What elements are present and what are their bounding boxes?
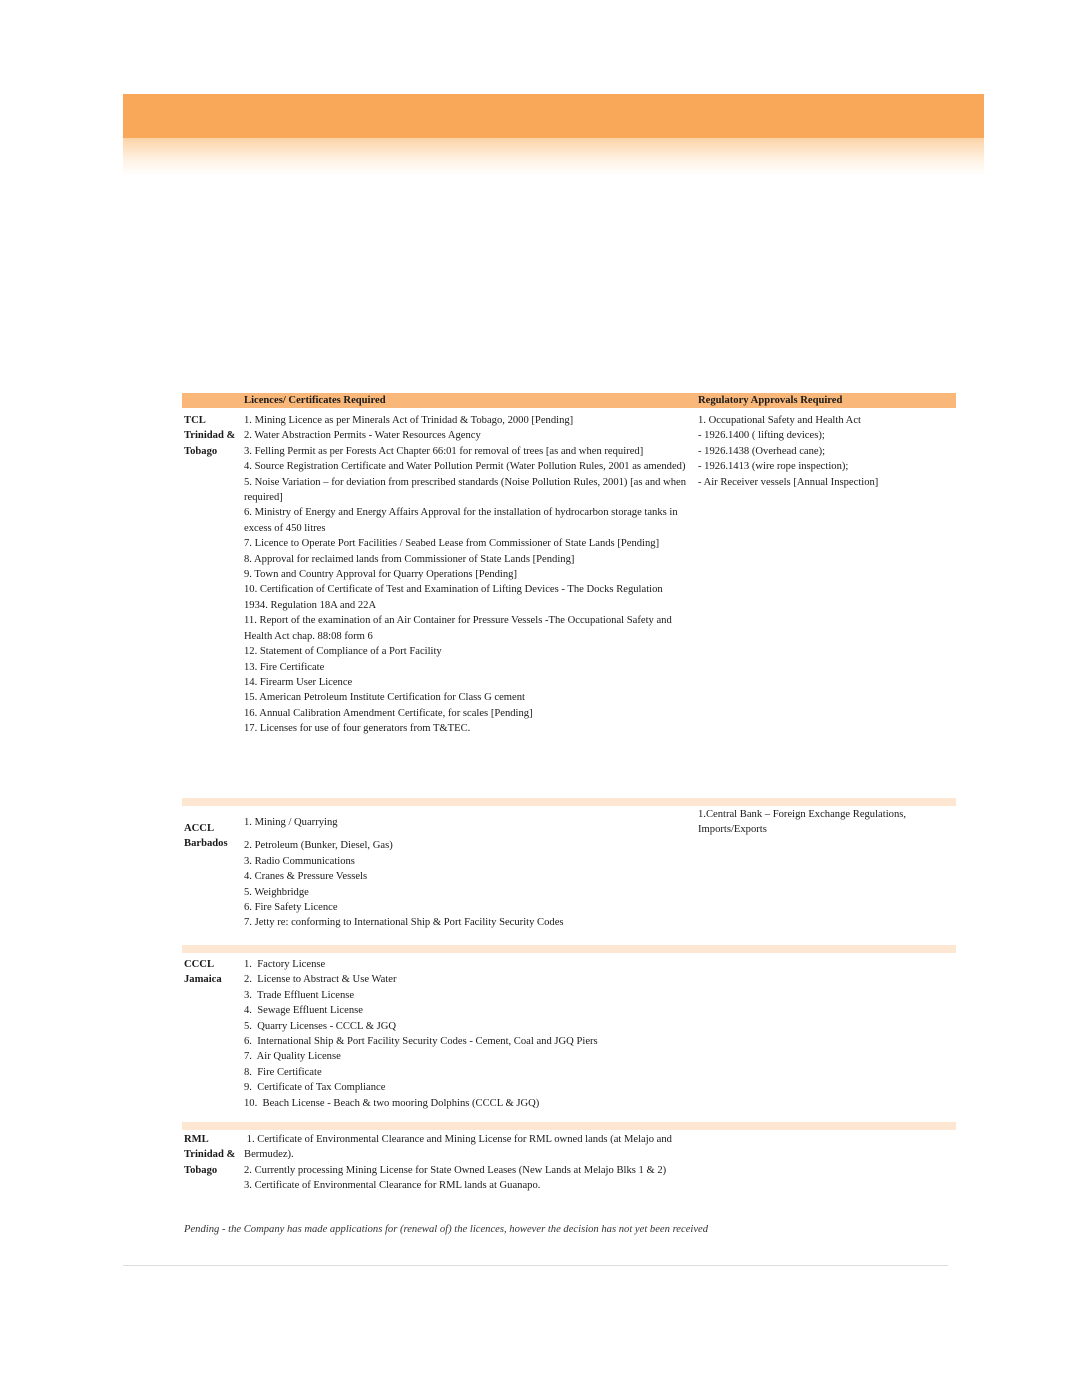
list-item: 1. Occupational Safety and Health Act [698, 415, 861, 426]
entity-name: TCL [184, 415, 206, 426]
list-item: 1. Certificate of Environmental Clearance and Mining License for RML owned lands (at Melajo and Bermudez). [244, 1134, 675, 1161]
list-item: 6. International Ship & Port Facility Security Codes - Cement, Coal and JGQ Piers [244, 1036, 598, 1048]
list-item: 4. Source Registration Certificate and Water Pollution Permit (Water Pollution Rules, 2001 as amended) [244, 461, 686, 473]
list-item: 4. Cranes & Pressure Vessels [244, 871, 368, 883]
list-item: - 1926.1400 ( lifting devices); [698, 430, 825, 442]
list-item: 6. Ministry of Energy and Energy Affairs Approval for the installation of hydrocarbon storage tanks in excess of 450 litres [244, 507, 678, 534]
regulatory-cell-accl [698, 807, 956, 838]
table-header-row [182, 393, 956, 408]
licences-cell-accl [244, 815, 689, 931]
list-item: 10. Certification of Certificate of Test and Examination of Lifting Devices - The Docks Regulation 1934. Regulation 18A and 22A [244, 584, 663, 611]
table-row-rml [182, 1130, 956, 1220]
list-item: 1. Mining Licence as per Minerals Act of Trinidad & Tobago, 2000 [Pending] [244, 415, 574, 426]
pending-footnote: Pending - the Company has made applications for (renewal of) the licences, however the decision has not yet been received [184, 1224, 709, 1235]
list-item: 2. Petroleum (Bunker, Diesel, Gas) [244, 840, 393, 852]
entity-cell-rml [184, 1132, 244, 1178]
list-item: - 1926.1413 (wire rope inspection); [698, 461, 849, 473]
footer-divider [123, 1265, 948, 1266]
list-item: - 1926.1438 (Overhead cane); [698, 445, 826, 457]
list-item: 15. American Petroleum Institute Certification for Class G cement [244, 692, 525, 704]
header-banner-fade [123, 138, 984, 176]
list-item: - Air Receiver vessels [Annual Inspection] [698, 476, 879, 488]
licences-cell-tcl [244, 413, 689, 737]
regulatory-cell-tcl [698, 413, 956, 490]
licences-cell-rml [244, 1132, 689, 1194]
row-separator [182, 1122, 956, 1130]
table-row-cccl [182, 953, 956, 1122]
list-item: 17. Licenses for use of four generators from T&TEC. [244, 723, 471, 735]
list-item: 10. Beach License - Beach & two mooring Dolphins (CCCL & JGQ) [244, 1097, 540, 1109]
header-banner [123, 94, 984, 138]
list-item: 16. Annual Calibration Amendment Certificate, for scales [Pending] [244, 707, 533, 719]
entity-country: Trinidad & [184, 1149, 236, 1161]
list-item: 1. Mining / Quarrying [244, 817, 338, 828]
list-item: 3. Felling Permit as per Forests Act Chapter 66:01 for removal of trees [as and when required] [244, 445, 644, 457]
list-item: 7. Air Quality License [244, 1051, 341, 1063]
list-item: 11. Report of the examination of an Air Container for Pressure Vessels -The Occupational Safety and Health Act chap. 88:08 form 6 [244, 615, 672, 642]
list-item: 9. Town and Country Approval for Quarry Operations [Pending] [244, 569, 517, 581]
entity-name: ACCL [184, 823, 215, 834]
list-item: 5. Quarry Licenses - CCCL & JGQ [244, 1020, 397, 1032]
entity-cell-cccl [184, 957, 244, 988]
list-item: 13. Fire Certificate [244, 661, 325, 673]
licences-table [182, 393, 956, 1220]
entity-country: Barbados [184, 838, 228, 850]
list-item: 5. Noise Variation – for deviation from prescribed standards (Noise Pollution Rules, 2001) [as and when required] [244, 476, 687, 504]
entity-country: Jamaica [184, 974, 222, 986]
regulatory-column-header: Regulatory Approvals Required [698, 395, 843, 406]
list-item: 14. Firearm User Licence [244, 676, 353, 688]
list-item: 8. Fire Certificate [244, 1066, 322, 1078]
entity-country: Tobago [184, 1164, 218, 1176]
table-row-accl [182, 806, 956, 945]
licences-column-header: Licences/ Certificates Required [244, 395, 386, 406]
list-item: 2. Currently processing Mining License for State Owned Leases (New Lands at Melajo Blks 1 & 2) [244, 1164, 667, 1176]
licences-cell-cccl [244, 957, 689, 1111]
list-item: 7. Licence to Operate Port Facilities / Seabed Lease from Commissioner of State Lands [Pending] [244, 538, 660, 550]
list-item: 6. Fire Safety Licence [244, 902, 338, 914]
list-item: 3. Radio Communications [244, 855, 355, 867]
list-item: 3. Certificate of Environmental Clearance for RML lands at Guanapo. [244, 1180, 541, 1192]
row-separator [182, 945, 956, 953]
list-item: 7. Jetty re: conforming to International Ship & Port Facility Security Codes [244, 917, 564, 929]
row-separator [182, 798, 956, 806]
list-item: 1. Factory License [244, 959, 326, 970]
list-item: 12. Statement of Compliance of a Port Facility [244, 646, 442, 658]
entity-cell-tcl [184, 413, 244, 459]
list-item: 4. Sewage Effluent License [244, 1005, 363, 1017]
list-item: 2. License to Abstract & Use Water [244, 974, 397, 986]
entity-cell-accl [184, 821, 244, 852]
entity-country: Tobago [184, 445, 218, 457]
entity-name: CCCL [184, 959, 215, 970]
list-item: 5. Weighbridge [244, 886, 309, 898]
list-item: 9. Certificate of Tax Compliance [244, 1082, 386, 1094]
entity-country: Trinidad & [184, 430, 236, 442]
list-item: 3. Trade Effluent License [244, 989, 355, 1001]
table-row-tcl [182, 408, 956, 798]
list-item: 8. Approval for reclaimed lands from Commissioner of State Lands [Pending] [244, 553, 575, 565]
list-item: 1.Central Bank – Foreign Exchange Regulations, Imports/Exports [698, 809, 907, 836]
list-item: 2. Water Abstraction Permits - Water Resources Agency [244, 430, 481, 442]
entity-name: RML [184, 1134, 209, 1145]
